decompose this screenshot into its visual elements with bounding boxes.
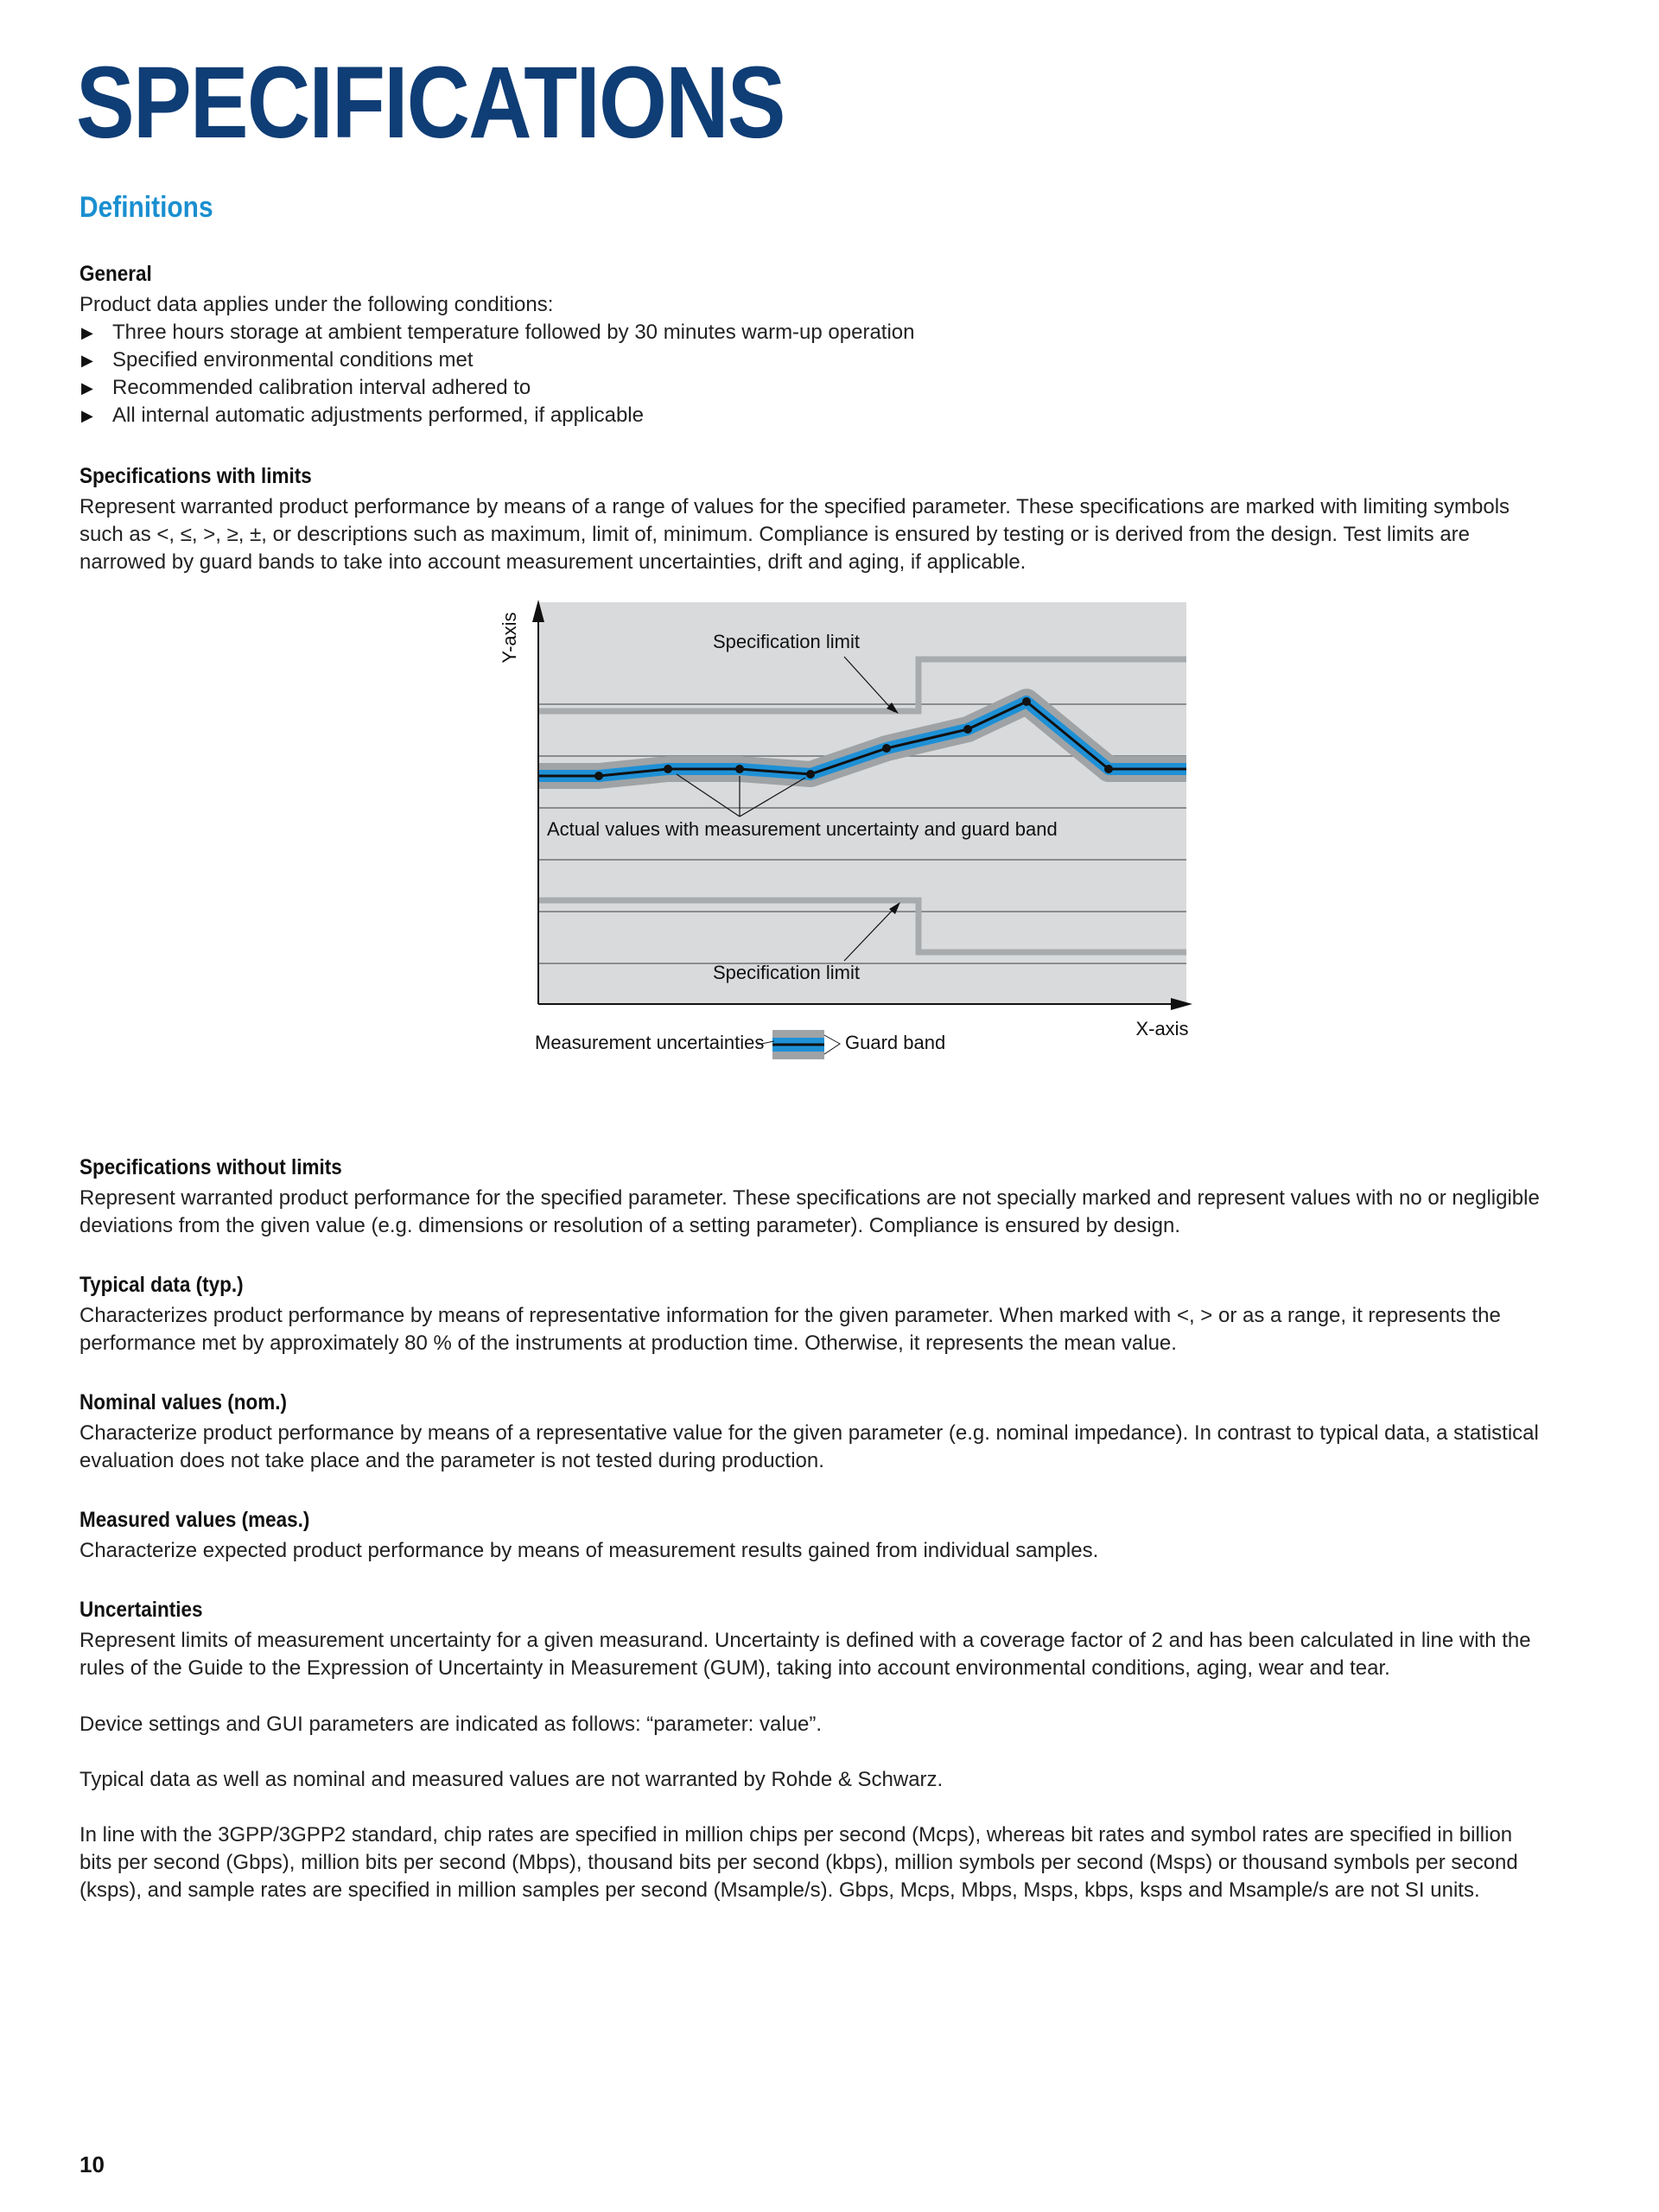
legend-pointer — [824, 1035, 840, 1054]
triangle-bullet-icon: ▶ — [81, 324, 93, 342]
section-measured-values — [79, 1507, 1548, 1565]
spec-with-limits-heading: Specifications with limits — [79, 464, 312, 488]
actual-values-label: Actual values with measurement uncertainty and guard band — [547, 818, 1058, 840]
nominal-values-text: Characterize product performance by means of a representative value for the given parameter (e.g. nominal impedance). In contrast to typical data, a statistical evaluation does not take place and the parameter is not tested during production. — [79, 1421, 1539, 1473]
legend-guard-band-label: Guard band — [845, 1032, 946, 1053]
data-point — [1104, 765, 1113, 773]
list-item-text: Three hours storage at ambient temperature followed by 30 minutes warm-up operation — [112, 321, 915, 345]
data-point — [735, 765, 744, 773]
section-spec-with-limits — [79, 463, 1548, 576]
device-settings-note: Device settings and GUI parameters are indicated as follows: “parameter: value”. — [79, 1713, 823, 1736]
data-point — [594, 772, 603, 780]
data-point — [1022, 697, 1031, 706]
list-item — [79, 319, 1548, 346]
upper-spec-limit-label: Specification limit — [713, 631, 860, 652]
section-nominal-values — [79, 1389, 1548, 1475]
nominal-values-heading: Nominal values (nom.) — [79, 1390, 288, 1414]
uncertainties-text: Represent limits of measurement uncertainty for a given measurand. Uncertainty is defined with a coverage factor of 2 and has been calculated in line with the rules of the Guide to the Expression of Uncertainty in Measurement (GUM), taking into account environmental conditions, aging, wear and tear. — [79, 1629, 1531, 1681]
typical-data-heading: Typical data (typ.) — [79, 1273, 244, 1297]
measured-values-text: Characterize expected product performance by means of measurement results gained from individual samples. — [79, 1539, 1099, 1563]
uncertainties-heading: Uncertainties — [79, 1598, 203, 1622]
section-title: Definitions — [79, 191, 213, 224]
data-point — [963, 725, 972, 734]
section-general — [79, 261, 1548, 429]
triangle-bullet-icon: ▶ — [81, 407, 93, 425]
units-note: In line with the 3GPP/3GPP2 standard, chip rates are specified in million chips per second (Mcps), whereas bit rates and symbol rates are specified in billion bits per second (Gbps), million bits per second (Mbps), thousand bits per second (kbps), million symbols per second (Msps) or thousand symbols per second (ksps), and sample rates are specified in million samples per second (Msample/s). Gbps, Mcps, Mbps, Msps, kbps, ksps and Msample/s are not SI units. — [79, 1823, 1518, 1902]
not-warranted-note: Typical data as well as nominal and measured values are not warranted by Rohde & Schwarz. — [79, 1768, 944, 1791]
spec-without-limits-text: Represent warranted product performance for the specified parameter. These specifications are not specially marked and represent values with no or negligible deviations from the given value (e.g. dimensions or resolution of a setting parameter). Compliance is ensured by design. — [79, 1186, 1540, 1238]
typical-data-text: Characterizes product performance by means of representative information for the given parameter. When marked with <, > or as a range, it represents the performance met by approximately 80 % of the instruments at production time. Otherwise, it represents the mean value. — [79, 1304, 1501, 1356]
list-item-text: Specified environmental conditions met — [112, 348, 474, 372]
spec-without-limits-heading: Specifications without limits — [79, 1155, 342, 1179]
list-item — [79, 402, 1548, 429]
x-axis-label: X-axis — [1135, 1018, 1189, 1039]
legend-uncertainties-label: Measurement uncertainties — [535, 1032, 765, 1053]
general-bullet-list — [79, 319, 1548, 429]
section-spec-without-limits — [79, 1154, 1548, 1240]
data-point — [806, 770, 815, 779]
diagram-background — [538, 602, 1186, 1004]
page-number: 10 — [79, 2152, 105, 2177]
section-uncertainties — [79, 1597, 1548, 1682]
triangle-bullet-icon: ▶ — [81, 379, 93, 397]
list-item — [79, 374, 1548, 402]
data-point — [882, 744, 891, 753]
list-item — [79, 346, 1548, 374]
y-axis-label: Y-axis — [499, 612, 520, 664]
measured-values-heading: Measured values (meas.) — [79, 1508, 310, 1532]
page-title: SPECIFICATIONS — [76, 46, 785, 160]
list-item-text: Recommended calibration interval adhered to — [112, 376, 531, 400]
triangle-bullet-icon: ▶ — [81, 352, 93, 370]
spec-with-limits-text: Represent warranted product performance by means of a range of values for the specified parameter. These specifications are marked with limiting symbols such as <, ≤, >, ≥, ±, or descriptions such as maximum, limit of, minimum. Compliance is ensured by testing or is derived from the design. Test limits are narrowed by guard bands to take into account measurement uncertainties, drift and aging, if applicable. — [79, 495, 1510, 575]
lower-spec-limit-label: Specification limit — [713, 962, 860, 983]
list-item-text: All internal automatic adjustments performed, if applicable — [112, 404, 644, 428]
general-intro: Product data applies under the following conditions: — [79, 293, 554, 317]
data-point — [664, 765, 672, 773]
spec-limit-diagram — [484, 588, 1192, 1071]
section-typical-data — [79, 1272, 1548, 1357]
general-heading: General — [79, 262, 152, 286]
